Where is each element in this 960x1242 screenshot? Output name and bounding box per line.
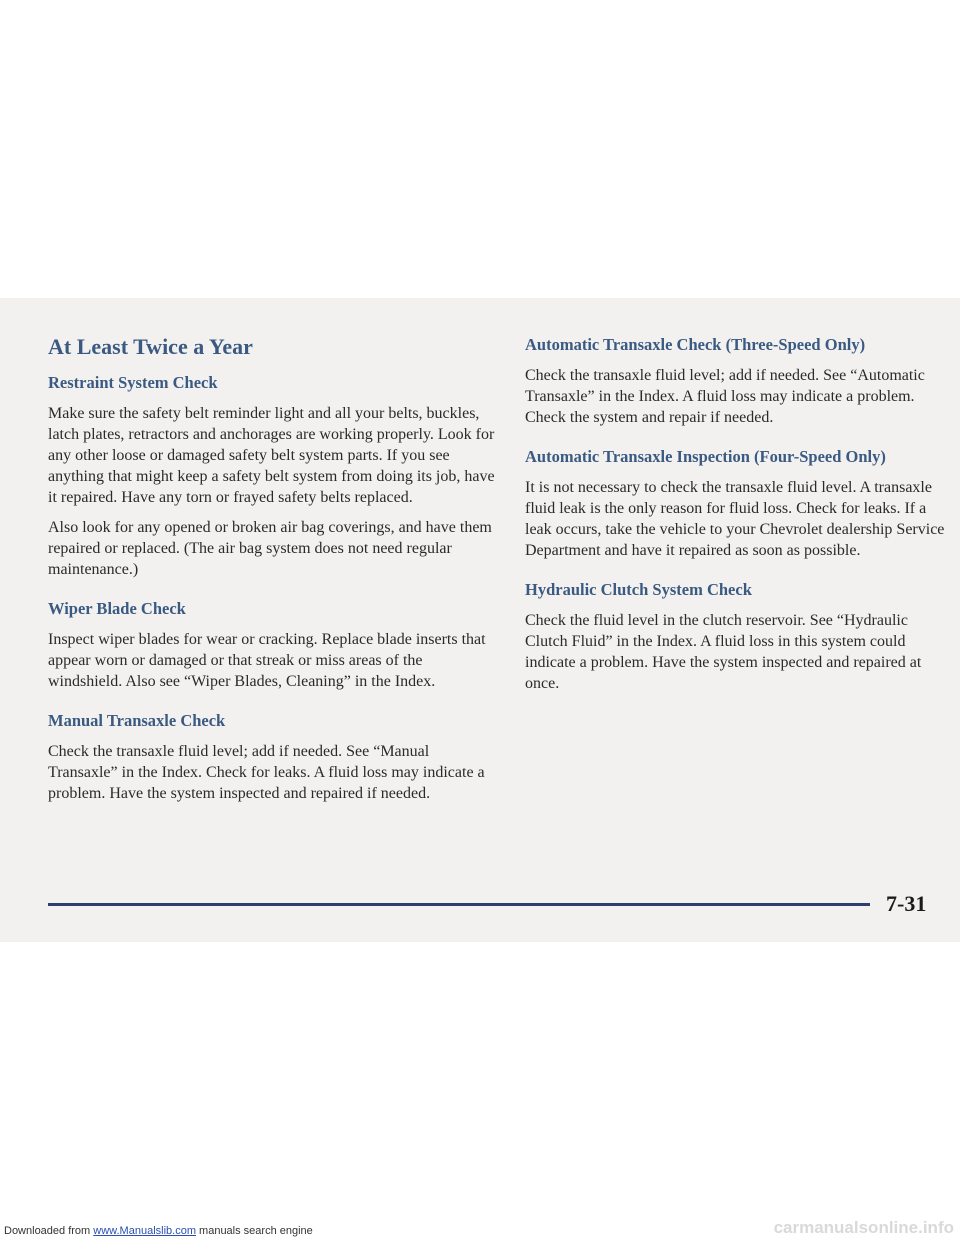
automatic-transaxle-check bbox=[525, 334, 945, 428]
automatic-transaxle-inspection bbox=[525, 446, 945, 561]
subsection-heading: Automatic Transaxle Inspection (Four-Speed Only) bbox=[525, 447, 886, 466]
subsection-heading: Automatic Transaxle Check (Three-Speed Only) bbox=[525, 335, 866, 354]
subsection-heading: Restraint System Check bbox=[48, 373, 218, 392]
subsection-heading: Hydraulic Clutch System Check bbox=[525, 580, 752, 599]
manualslib-link[interactable]: www.Manualslib.com bbox=[93, 1225, 196, 1237]
left-column bbox=[48, 334, 500, 804]
paragraph: Inspect wiper blades for wear or cracking. Replace blade inserts that appear worn or damaged or that streak or miss areas of the windshield. Also see “Wiper Blades, Cleaning” in the Index. bbox=[48, 631, 486, 690]
paragraph: Check the fluid level in the clutch reservoir. See “Hydraulic Clutch Fluid” in the Index. A fluid loss in this system could indicate a problem. Have the system inspected and repaired at once. bbox=[525, 612, 922, 692]
paragraph: Check the transaxle fluid level; add if needed. See “Automatic Transaxle” in the Index. A fluid loss may indicate a problem. Check the system and repair if needed. bbox=[525, 367, 925, 426]
watermark: carmanualsonline.info bbox=[773, 1218, 954, 1237]
paragraph: Make sure the safety belt reminder light and all your belts, buckles, latch plates, retractors and anchorages are working properly. Look for any other loose or damaged safety belt system parts. If you see anything that might keep a safety belt system from doing its job, have it repaired. Have any torn or frayed safety belts replaced. bbox=[48, 405, 495, 506]
paragraph: It is not necessary to check the transaxle fluid level. A transaxle fluid leak is the only reason for fluid loss. Check for leaks. If a leak occurs, take the vehicle to your Chevrolet dealership Service Department and have it repaired as soon as possible. bbox=[525, 479, 945, 559]
paragraph: Check the transaxle fluid level; add if needed. See “Manual Transaxle” in the Index. Check for leaks. A fluid loss may indicate a problem. Have the system inspected and repaired if needed. bbox=[48, 743, 485, 802]
section-title: At Least Twice a Year bbox=[48, 334, 253, 359]
download-banner bbox=[4, 1224, 313, 1238]
subsection-heading: Wiper Blade Check bbox=[48, 599, 186, 618]
right-column bbox=[525, 334, 945, 694]
footer-rule bbox=[48, 903, 870, 906]
hydraulic-clutch-system-check bbox=[525, 579, 945, 694]
paragraph: Also look for any opened or broken air bag coverings, and have them repaired or replaced. (The air bag system does not need regular maintenance.) bbox=[48, 519, 492, 578]
banner-suffix: manuals search engine bbox=[195, 1225, 313, 1237]
restraint-system-check bbox=[48, 372, 500, 580]
subsection-heading: Manual Transaxle Check bbox=[48, 711, 226, 730]
wiper-blade-check bbox=[48, 598, 500, 692]
page-number: 7-31 bbox=[886, 891, 927, 916]
banner-prefix: Downloaded from bbox=[4, 1225, 94, 1237]
manual-transaxle-check bbox=[48, 710, 500, 804]
